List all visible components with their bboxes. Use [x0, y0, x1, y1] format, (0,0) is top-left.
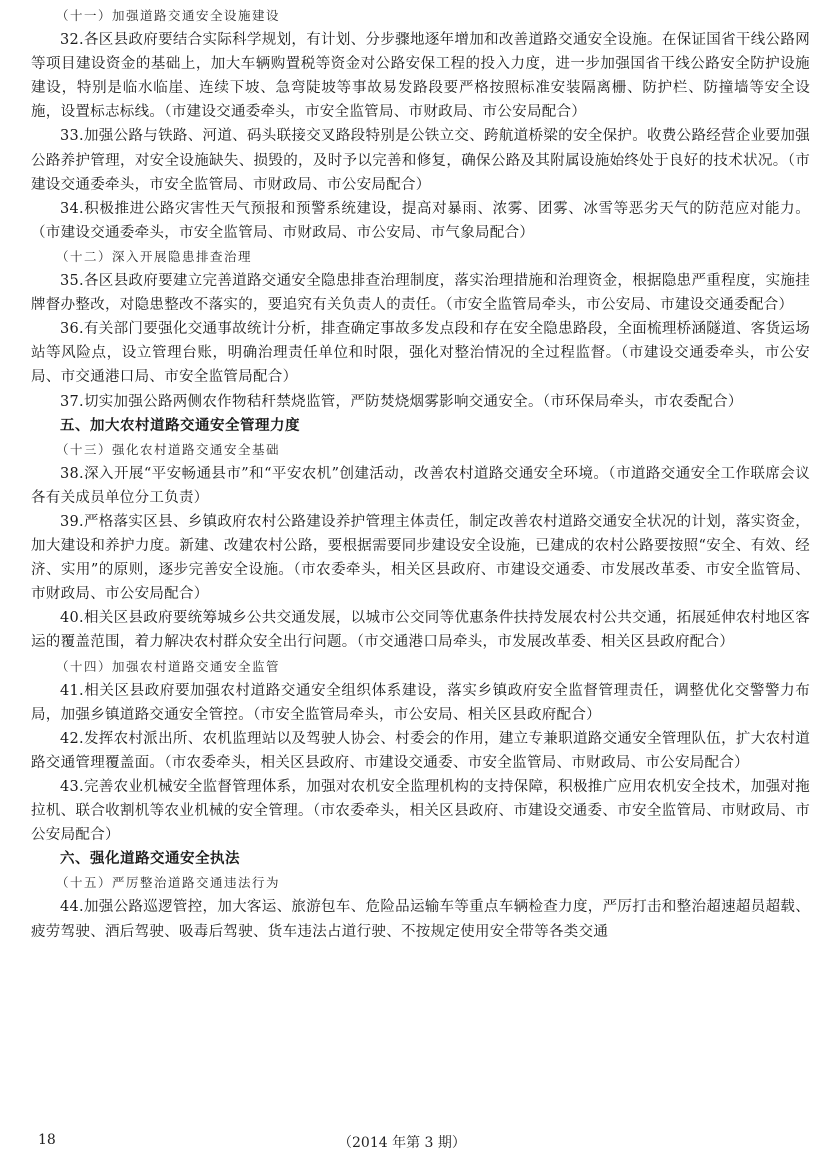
subsection-heading: （十四）加强农村道路交通安全监管: [56, 658, 281, 674]
paragraph: 43.完善农业机械安全监督管理体系，加强对农机安全监理机构的支持保障，积极推广应用农机安全技术，加强对拖拉机、联合收割机等农业机械的安全管理。（市农委牵头，相关区县政府、市建设交通委、市安全监管局、市财政局、市公安局配合）: [31, 779, 810, 844]
subsection-heading: （十五）严厉整治道路交通违法行为: [56, 875, 281, 891]
paragraph: 36.有关部门要强化交通事故统计分析，排查确定事故多发点段和存在安全隐患路段，全面梳理桥涵隧道、客货运场站等风险点，设立管理台账，明确治理责任单位和时限，强化对整治情况的全过程监督。（市建设交通委牵头，市公安局、市交通港口局、市安全监管局配合）: [31, 321, 810, 386]
paragraph: 32.各区县政府要结合实际科学规划，有计划、分步骤地逐年增加和改善道路交通安全设施。在保证国省干线公路网等项目建设资金的基础上，加大车辆购置税等资金对公路安保工程的投入力度，进一步加强国省干线公路安全防护设施建设，特别是临水临崖、连续下坡、急弯陡坡等事故易发路段要严格按照标准安装隔离栅、防护栏、防撞墙等安全设施，设置标志标线。（市建设交通委牵头，市安全监管局、市财政局、市公安局配合）: [31, 32, 810, 121]
paragraph: 42.发挥农村派出所、农机监理站以及驾驶人协会、村委会的作用，建立专兼职道路交通安全管理队伍，扩大农村道路交通管理覆盖面。（市农委牵头，相关区县政府、市建设交通委、市安全监管局、市财政局、市公安局配合）: [31, 730, 810, 771]
subsection-heading: （十二）深入开展隐患排查治理: [56, 248, 253, 264]
section-heading: 六、强化道路交通安全执法: [60, 851, 240, 868]
document-body: [31, 4, 810, 944]
paragraph: 40.相关区县政府要统筹城乡公共交通发展，以城市公交同等优惠条件扶持发展农村公共交通，拓展延伸农村地区客运的覆盖范围，着力解决农村群众安全出行问题。（市交通港口局牵头，市发展改革委、相关区县政府配合）: [31, 610, 810, 651]
paragraph: 34.积极推进公路灾害性天气预报和预警系统建设，提高对暴雨、浓雾、团雾、冰雪等恶劣天气的防范应对能力。（市建设交通委牵头，市安全监管局、市财政局、市公安局、市气象局配合）: [31, 200, 810, 241]
paragraph: 41.相关区县政府要加强农村道路交通安全组织体系建设，落实乡镇政府安全监督管理责任，调整优化交警警力布局，加强乡镇道路交通安全管控。（市安全监管局牵头，市公安局、相关区县政府配合）: [31, 682, 810, 723]
subsection-heading: （十三）强化农村道路交通安全基础: [56, 441, 281, 457]
section-heading: 五、加大农村道路交通安全管理力度: [60, 417, 300, 434]
paragraph: 38.深入开展“平安畅通县市”和“平安农机”创建活动，改善农村道路交通安全环境。（市道路交通安全工作联席会议各有关成员单位分工负责）: [31, 465, 810, 506]
page-footer: [0, 1130, 827, 1154]
paragraph: 33.加强公路与铁路、河道、码头联接交叉路段特别是公铁立交、跨航道桥梁的安全保护。收费公路经营企业要加强公路养护管理，对安全设施缺失、损毁的，及时予以完善和修复，确保公路及其附属设施始终处于良好的技术状况。（市建设交通委牵头，市安全监管局、市财政局、市公安局配合）: [31, 128, 810, 193]
subsection-heading: （十一）加强道路交通安全设施建设: [56, 8, 281, 23]
paragraph: 44.加强公路巡逻管控，加大客运、旅游包车、危险品运输车等重点车辆检查力度，严厉打击和整治超速超员超载、疲劳驾驶、酒后驾驶、吸毒后驾驶、货车违法占道行驶、不按规定使用安全带等各类交通: [31, 899, 810, 940]
paragraph: 37.切实加强公路两侧农作物秸秆禁烧监管，严防焚烧烟雾影响交通安全。（市环保局牵头，市农委配合）: [60, 393, 743, 410]
paragraph: 39.严格落实区县、乡镇政府农村公路建设养护管理主体责任，制定改善农村道路交通安全状况的计划，落实资金，加大建设和养护力度。新建、改建农村公路，要根据需要同步建设安全设施，已建成的农村公路要按照“安全、有效、经济、实用”的原则，逐步完善安全设施。（市农委牵头，相关区县政府、市建设交通委、市发展改革委、市安全监管局、市财政局、市公安局配合）: [31, 513, 810, 603]
issue-label: （2014 年第 3 期）: [338, 1135, 466, 1151]
page-number: 18: [38, 1132, 56, 1148]
paragraph: 35.各区县政府要建立完善道路交通安全隐患排查治理制度，落实治理措施和治理资金，根据隐患严重程度，实施挂牌督办整改，对隐患整改不落实的，要追究有关负责人的责任。（市安全监管局牵头，市公安局、市建设交通委配合）: [31, 273, 810, 314]
